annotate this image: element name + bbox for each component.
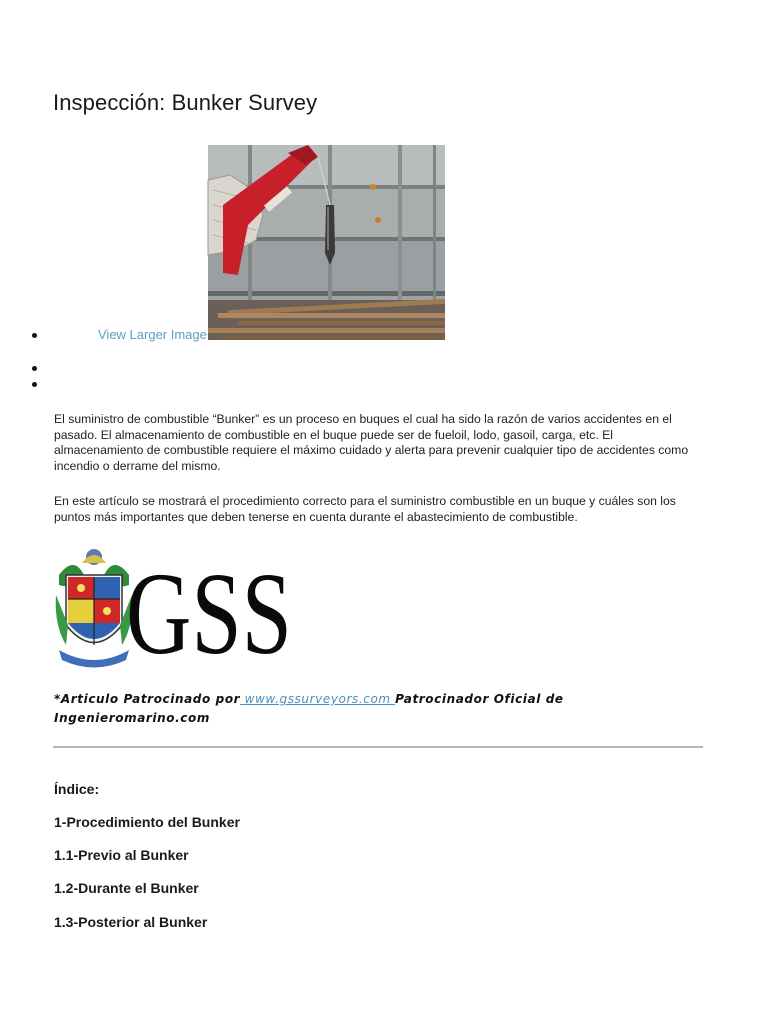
view-larger-image-link[interactable]: View Larger Image: [98, 327, 207, 342]
page-title: Inspección: Bunker Survey: [53, 90, 318, 115]
toc-item: 1.3-Posterior al Bunker: [54, 914, 208, 930]
sponsor-note: [54, 690, 674, 728]
toc-item: 1.2-Durante el Bunker: [54, 880, 199, 896]
divider: [53, 746, 703, 748]
sponsor-prefix: *Articulo Patrocinado por: [54, 692, 241, 706]
sponsor-suffix: Patrocinador Oficial de Ingenieromarino.com: [54, 692, 564, 725]
intro-paragraph: En este artículo se mostrará el procedimiento correcto para el suministro combustible en un buque y cuáles son los puntos más importantes que deben tenerse en cuenta durante el abastecimiento de combustible.: [54, 494, 676, 524]
sponsor-link[interactable]: www.gssurveyors.com: [240, 692, 396, 706]
intro-paragraph: El suministro de combustible “Bunker” es un proceso en buques el cual ha sido la razón de varios accidentes en el pasado. El almacenamiento de combustible en el buque puede ser de fueloil, lodo, gasoil, carga, etc. El almacenamiento de combustible requiere el máximo cuidado y alerta para prevenir cualquier tipo de accidentes como incendio o derrame del mismo.: [54, 412, 689, 473]
bullet-icon: [32, 382, 37, 387]
bullet-icon: [32, 366, 37, 371]
toc-item: 1-Procedimiento del Bunker: [54, 814, 240, 830]
toc-heading: Índice:: [54, 781, 100, 797]
bunker-inspection-photo[interactable]: [208, 145, 445, 340]
bullet-icon: [32, 333, 37, 338]
logo-text: GSS: [126, 548, 292, 679]
gss-logo[interactable]: [54, 545, 294, 679]
toc-item: 1.1-Previo al Bunker: [54, 847, 189, 863]
